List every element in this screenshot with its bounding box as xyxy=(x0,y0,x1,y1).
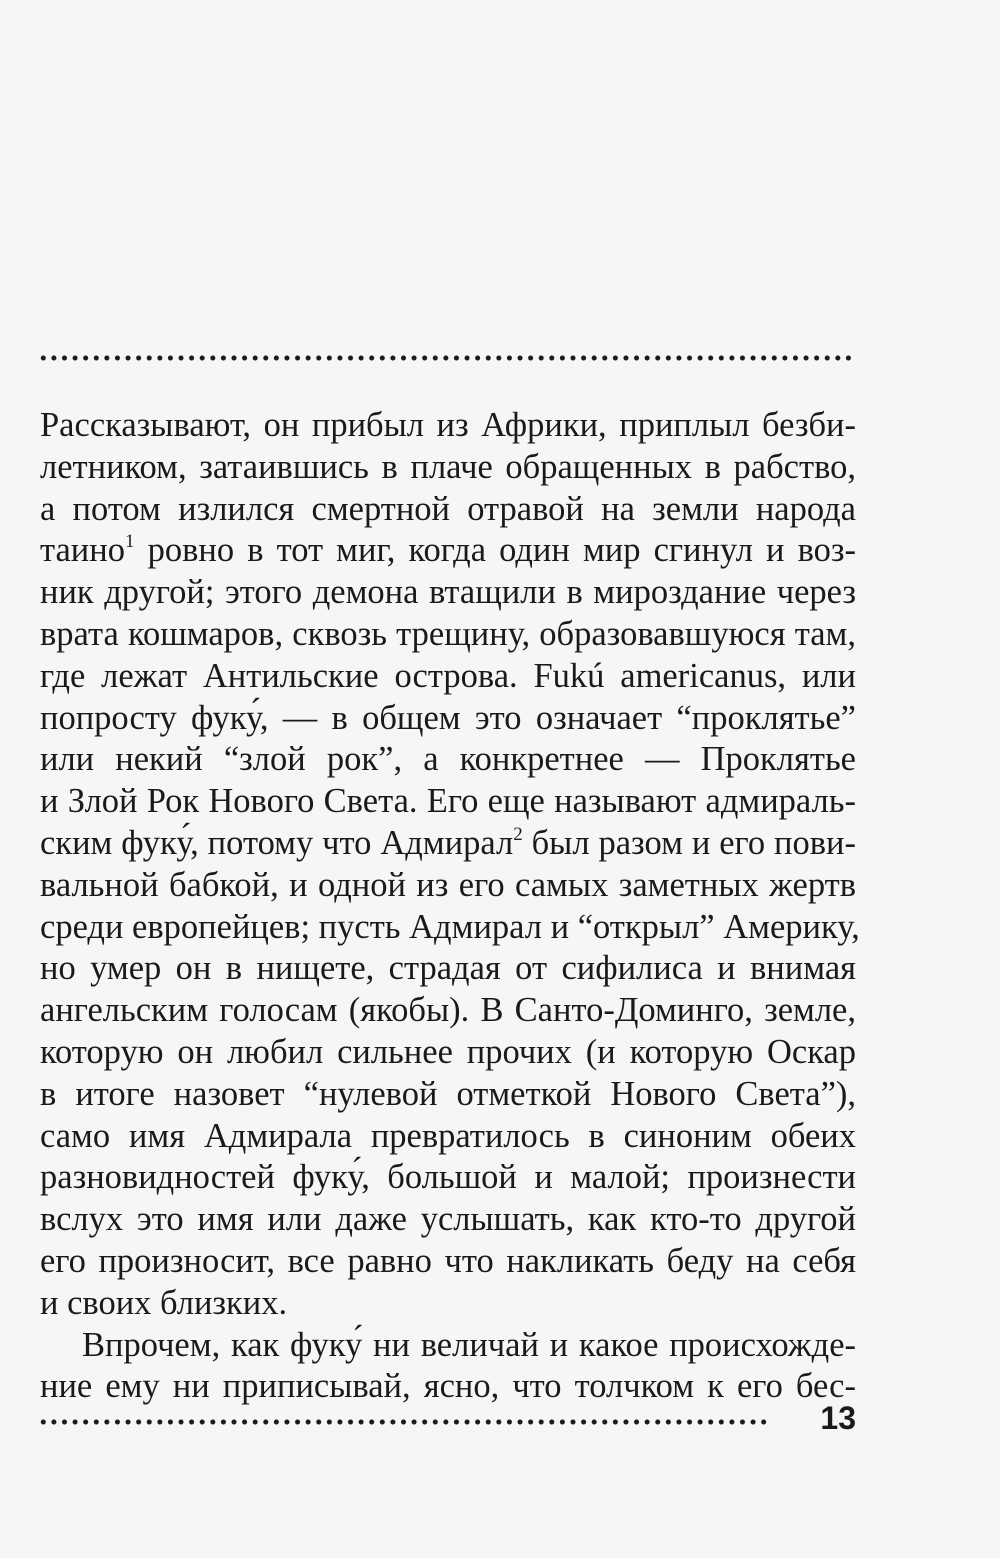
text-segment: ским фуку́, потому что Адмирал xyxy=(40,823,514,862)
text-line: ник другой; этого демона втащили в мироздание через xyxy=(40,573,856,612)
text-segment: был разом и его пови- xyxy=(531,823,856,862)
text-line: Впрочем, как фуку́ ни величай и какое происхожде- xyxy=(82,1325,856,1364)
text-line: его произносит, все равно что накликать беду на себя xyxy=(40,1241,856,1280)
text-line: вальной бабкой, и одной из его самых заметных жертв xyxy=(40,865,856,904)
text-segment: ровно в тот миг, когда один мир сгинул и воз- xyxy=(147,531,857,570)
text-line: в итоге назовет “нулевой отметкой Нового Света”), xyxy=(40,1074,856,1113)
footnote-ref: 1 xyxy=(125,531,135,553)
footnote-ref: 2 xyxy=(513,823,523,845)
text-line: но умер он в нищете, страдая от сифилиса и внимая xyxy=(40,949,856,988)
text-line: и Злой Рок Нового Света. Его еще называют адмираль- xyxy=(40,782,856,821)
dotted-rule-bottom xyxy=(38,1419,768,1425)
text-line: где лежат Антильские острова. Fukú americanus, или xyxy=(40,656,856,695)
body-text xyxy=(40,405,860,1408)
text-line: разновидностей фуку́, большой и малой; произнести xyxy=(40,1158,856,1197)
text-line: попросту фуку́, — в общем это означает “проклятье” xyxy=(40,698,856,737)
text-line: и своих близких. xyxy=(40,1283,288,1322)
text-line xyxy=(40,530,856,572)
text-line xyxy=(40,823,856,865)
text-line: среди европейцев; пусть Адмирал и “открыл” Америку, xyxy=(40,907,860,946)
text-line: вслух это имя или даже услышать, как кто-то другой xyxy=(40,1200,856,1239)
text-line: само имя Адмирала превратилось в синоним обеих xyxy=(40,1116,856,1155)
dotted-rule-top xyxy=(38,355,856,361)
page-number: 13 xyxy=(820,1400,856,1436)
text-line: летником, затаившись в плаче обращенных в рабство, xyxy=(40,447,856,486)
text-line: ние ему ни приписывай, ясно, что толчком к его бес- xyxy=(40,1367,856,1406)
text-line: ангельским голосам (якобы). В Санто-Доминго, земле, xyxy=(40,991,856,1030)
text-line: Рассказывают, он прибыл из Африки, приплыл безби- xyxy=(40,406,856,444)
text-line: а потом излился смертной отравой на земли народа xyxy=(40,489,856,528)
text-line: которую он любил сильнее прочих (и которую Оскар xyxy=(40,1032,856,1071)
text-segment: таино xyxy=(40,531,125,570)
text-line: или некий “злой рок”, а конкретнее — Проклятье xyxy=(40,740,856,779)
text-line: врата кошмаров, сквозь трещину, образовавшуюся там, xyxy=(40,614,856,653)
